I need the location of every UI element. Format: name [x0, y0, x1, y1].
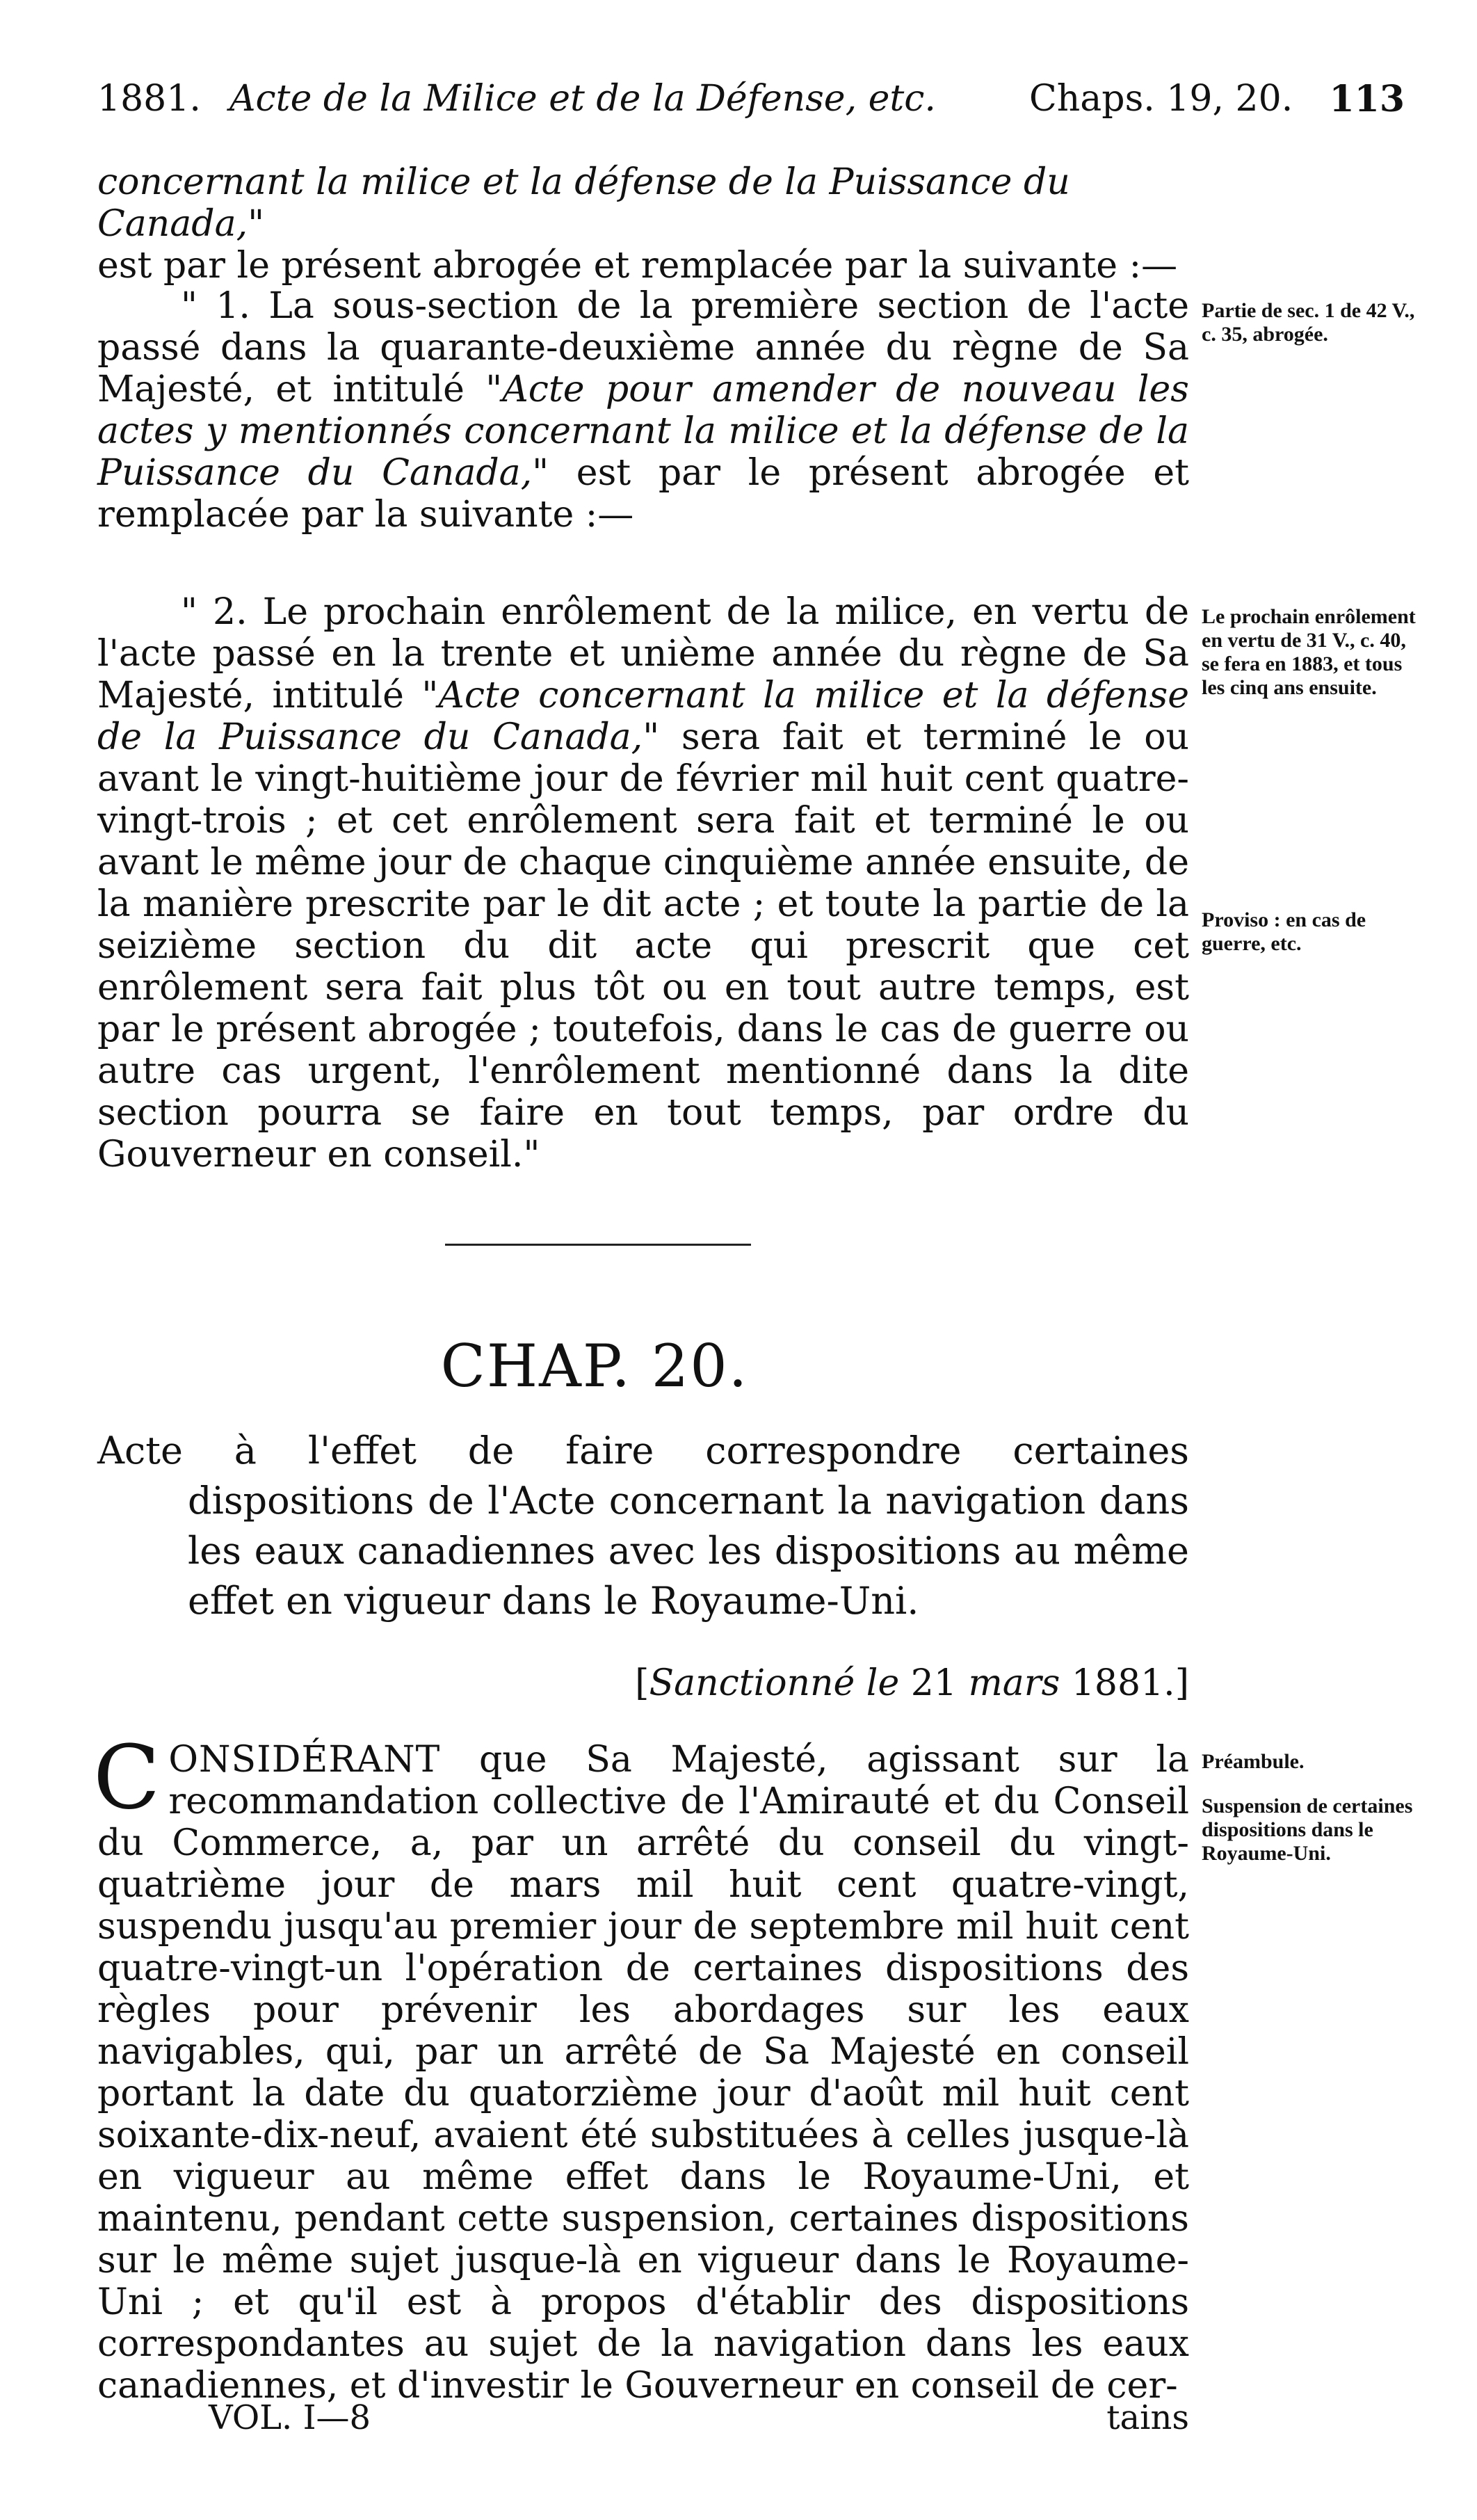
- intro-rest: est par le présent abrogée et remplacée par la suivante :—: [97, 245, 1178, 287]
- sanction-label: Sanctionné le: [649, 1662, 900, 1704]
- sanction-day: 21: [910, 1662, 957, 1704]
- header-year: 1881.: [97, 78, 201, 120]
- section-1: [97, 285, 1189, 536]
- section-1-italic: Acte pour amender de nouveau les actes y mentionnés concernant la milice et la défense de la Puissance du Canada,: [97, 369, 1189, 494]
- section-1-text-b: " est par le présent abrogée et remplacée par la suivante :—: [97, 452, 1189, 536]
- drop-cap: C: [93, 1726, 161, 1829]
- volume-signature: VOL. I—8: [209, 2398, 371, 2437]
- sanction-month: mars: [968, 1662, 1060, 1704]
- preamble-paragraph: [93, 1726, 1189, 2407]
- page-footer: [209, 2398, 1189, 2443]
- margin-note-suspension: Suspension de certaines dispositions dans le Royaume-Uni.: [1202, 1795, 1413, 1865]
- preamble-text: que Sa Majesté, agissant sur la recommandation collective de l'Amirauté et du Conseil du Commerce, a, par un arrêté du conseil du vingt-quatrième jour de mars mil huit cent quatre-vingt, suspendu jusqu'au premier jour de septembre mil huit cent quatre-vingt-un l'opération de certaines dispositions des règles pour prévenir les abordages sur les eaux navigables, qui, par un arrêté de Sa Majesté en conseil portant la date du quatorzième jour d'août mil huit cent soixante-dix-neuf, avaient été substituées à celles jusque-là en vigueur au même effet dans le Royaume-Uni, et maintenu, pendant cette suspension, certaines dispositions sur le même sujet jusque-là en vigueur dans le Royaume-Uni ; et qu'il est à propos d'établir des dispositions correspondantes au sujet de la navigation dans les eaux canadiennes, et d'investir le Gouverneur en conseil de cer-: [97, 1739, 1189, 2407]
- intro-paragraph: [97, 161, 1189, 287]
- margin-note-section-1: Partie de sec. 1 de 42 V., c. 35, abrogée.: [1202, 299, 1415, 346]
- section-2: [97, 591, 1189, 1175]
- chapter-long-title: [97, 1426, 1189, 1626]
- running-header: [97, 78, 1405, 127]
- sanction-year: 1881.]: [1071, 1662, 1189, 1704]
- catchword: tains: [1106, 2398, 1189, 2437]
- section-1-text-a: " 1. La sous-section de la première section de l'acte passé dans la quarante-deuxième année du règne de Sa Majesté, et intitulé ": [97, 285, 1189, 410]
- page-number: 113: [1329, 78, 1405, 120]
- preamble-lead-word: ONSIDÉRANT: [168, 1739, 441, 1781]
- long-title-text: Acte à l'effet de faire correspondre certaines dispositions de l'Acte concernant la navigation dans les eaux canadiennes avec les dispositions au même effet en vigueur dans le Royaume-Uni.: [97, 1429, 1189, 1623]
- margin-note-preamble: Préambule.: [1202, 1750, 1305, 1773]
- chapter-heading: CHAP. 20.: [440, 1332, 749, 1400]
- margin-note-proviso: Proviso : en cas de guerre, etc.: [1202, 908, 1366, 955]
- intro-italic: concernant la milice et la défense de la Puissance du Canada,": [97, 161, 1070, 245]
- header-title: Acte de la Milice et de la Défense, etc.: [229, 78, 936, 120]
- header-chapters: Chaps. 19, 20.: [1029, 78, 1293, 120]
- sanction-date: [626, 1662, 1189, 1704]
- section-2-italic: Acte concernant la milice et la défense de la Puissance du Canada,: [97, 675, 1189, 758]
- section-2-text-b: " sera fait et terminé le ou avant le vingt-huitième jour de février mil huit cent quatre-vingt-trois ; et cet enrôlement sera fait et terminé le ou avant le même jour de chaque cinquième année ensuite, de la manière prescrite par le dit acte ; et toute la partie de la seizième section du dit acte qui prescrit que cet enrôlement sera fait plus tôt ou en tout autre temps, est par le présent abrogée ; toutefois, dans le cas de guerre ou autre cas urgent, l'enrôlement mentionné dans la dite section pourra se faire en tout temps, par ordre du Gouverneur en conseil.": [97, 716, 1189, 1175]
- margin-note-enrolment: Le prochain enrôlement en vertu de 31 V., c. 40, se fera en 1883, et tous les cinq ans ensuite.: [1202, 605, 1416, 699]
- section-2-text-a: " 2. Le prochain enrôlement de la milice, en vertu de l'acte passé en la trente et unième année du règne de Sa Majesté, intitulé ": [97, 591, 1189, 716]
- sanction-bracket-open: [: [635, 1662, 649, 1704]
- section-divider: [445, 1244, 751, 1246]
